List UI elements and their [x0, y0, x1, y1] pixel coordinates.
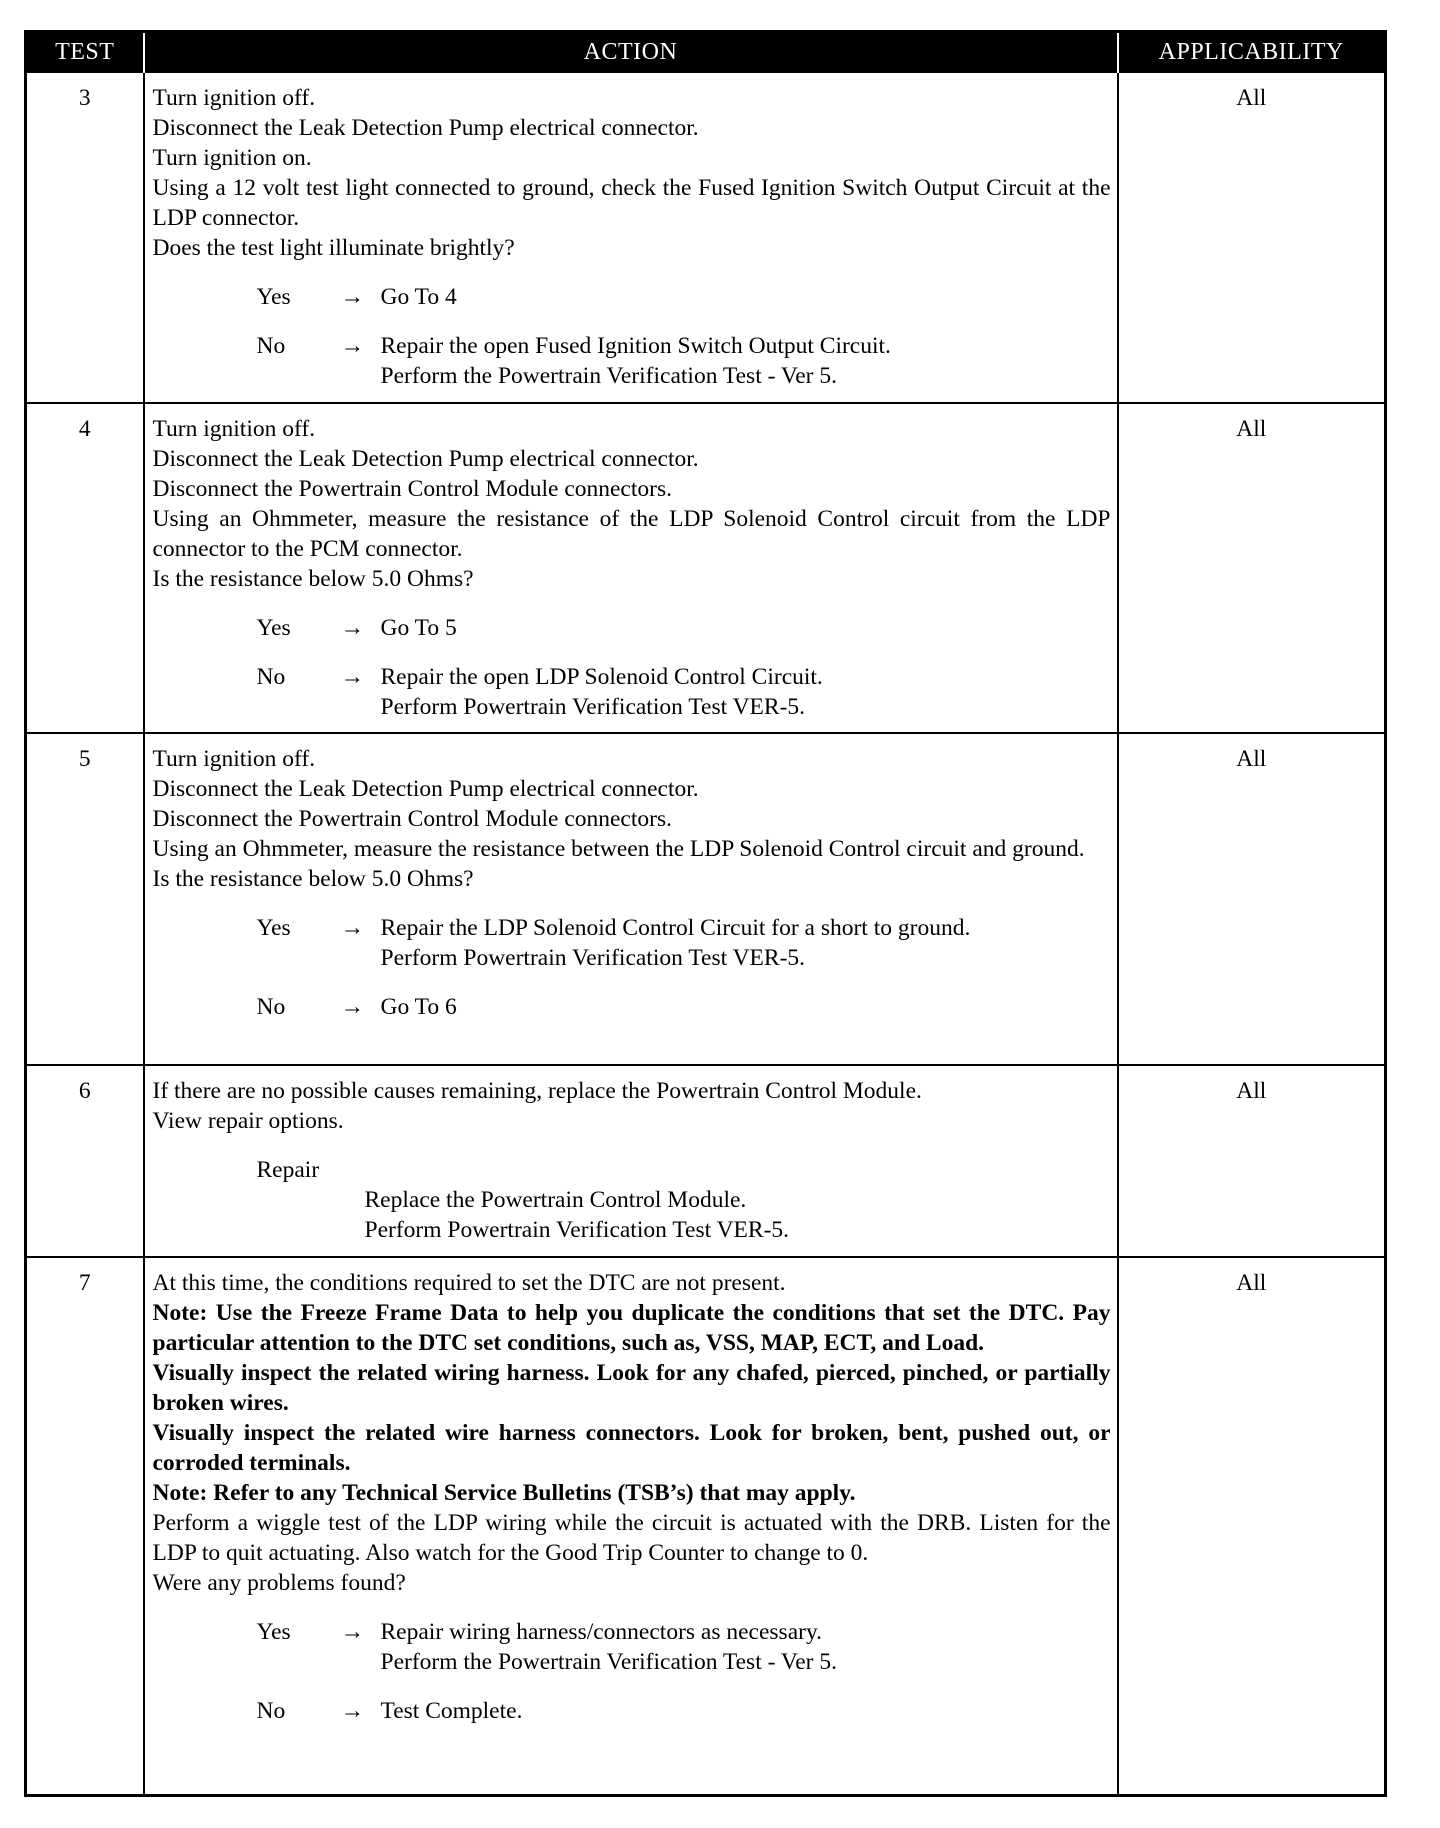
action-step: Turn ignition off.	[152, 85, 316, 111]
repair-result: Replace the Powertrain Control Module.	[364, 1187, 747, 1213]
note-step: Note: Use the Freeze Frame Data to help you duplicate the conditions that set the DTC. Pay particular attention to the DTC set conditions, such as, VSS, MAP, ECT, and Load.	[152, 1300, 1111, 1356]
no-label: No	[256, 994, 286, 1020]
repair-result: Perform Powertrain Verification Test VER-5.	[364, 1217, 790, 1243]
yes-label: Yes	[256, 1619, 291, 1645]
no-branch	[257, 662, 1111, 722]
action-step: Turn ignition off.	[152, 746, 316, 772]
action-step: Disconnect the Leak Detection Pump electrical connector.	[152, 776, 699, 802]
applicability-value: All	[1118, 1065, 1386, 1257]
column-header-test: TEST	[26, 32, 144, 73]
test-number: 5	[26, 733, 144, 1065]
column-header-applicability: APPLICABILITY	[1118, 32, 1386, 73]
action-step: Perform a wiggle test of the LDP wiring while the circuit is actuated with the DRB. Listen for the LDP to quit actuating. Also watch for the Good Trip Counter to change to 0.	[152, 1510, 1111, 1566]
yes-result: Repair wiring harness/connectors as necessary.	[380, 1619, 823, 1645]
yes-result: Perform Powertrain Verification Test VER-5.	[380, 945, 806, 971]
no-result: Perform Powertrain Verification Test VER-5.	[380, 694, 806, 720]
applicability-value: All	[1118, 403, 1386, 733]
repair-branch	[257, 1155, 1111, 1245]
action-cell	[144, 733, 1118, 1065]
table-row-test-7	[26, 1257, 1386, 1795]
arrow-right-icon: →	[340, 664, 364, 690]
inspect-step: Visually inspect the related wire harness connectors. Look for broken, bent, pushed out, or corroded terminals.	[152, 1420, 1111, 1476]
yes-label: Yes	[256, 284, 291, 310]
note-step: Note: Refer to any Technical Service Bulletins (TSB’s) that may apply.	[152, 1480, 856, 1506]
applicability-value: All	[1118, 1257, 1386, 1795]
arrow-right-icon: →	[340, 1698, 364, 1724]
no-result: Perform the Powertrain Verification Test - Ver 5.	[380, 363, 837, 389]
yes-result: Perform the Powertrain Verification Test - Ver 5.	[380, 1649, 837, 1675]
no-label: No	[256, 333, 286, 359]
yes-result: Go To 5	[380, 615, 457, 641]
arrow-right-icon: →	[340, 915, 364, 941]
yes-branch	[257, 613, 1111, 643]
action-step: If there are no possible causes remaining, replace the Powertrain Control Module.	[152, 1078, 922, 1104]
action-step: Using an Ohmmeter, measure the resistance between the LDP Solenoid Control circuit and ground.	[152, 836, 1085, 862]
table-row-test-3	[26, 72, 1386, 403]
yes-result: Go To 4	[380, 284, 457, 310]
action-cell	[144, 72, 1118, 403]
applicability-value: All	[1118, 72, 1386, 403]
arrow-right-icon: →	[340, 333, 364, 359]
yes-result: Repair the LDP Solenoid Control Circuit for a short to ground.	[380, 915, 971, 941]
test-number: 6	[26, 1065, 144, 1257]
arrow-right-icon: →	[340, 284, 364, 310]
no-label: No	[256, 664, 286, 690]
table-header-row	[26, 32, 1386, 73]
yes-label: Yes	[256, 915, 291, 941]
no-result: Repair the open Fused Ignition Switch Output Circuit.	[380, 333, 891, 359]
no-result: Go To 6	[380, 994, 457, 1020]
action-step: Disconnect the Leak Detection Pump electrical connector.	[152, 446, 699, 472]
diagnostic-table	[24, 30, 1387, 1797]
diagnostic-page	[24, 30, 1384, 1797]
action-step: Turn ignition off.	[152, 416, 316, 442]
action-step: At this time, the conditions required to set the DTC are not present.	[152, 1270, 786, 1296]
action-step: Is the resistance below 5.0 Ohms?	[152, 566, 474, 592]
arrow-right-icon: →	[340, 615, 364, 641]
action-step: Using an Ohmmeter, measure the resistance of the LDP Solenoid Control circuit from the LDP connector to the PCM connector.	[152, 506, 1111, 562]
arrow-right-icon: →	[340, 1619, 364, 1645]
test-number: 4	[26, 403, 144, 733]
inspect-step: Visually inspect the related wiring harness. Look for any chafed, pierced, pinched, or partially broken wires.	[152, 1360, 1111, 1416]
action-step: Were any problems found?	[152, 1570, 406, 1596]
action-step: Disconnect the Leak Detection Pump electrical connector.	[152, 115, 699, 141]
no-result: Test Complete.	[380, 1698, 523, 1724]
no-branch	[257, 1696, 1111, 1726]
table-row-test-6	[26, 1065, 1386, 1257]
action-step: Using a 12 volt test light connected to ground, check the Fused Ignition Switch Output Circuit at the LDP connector.	[152, 175, 1111, 231]
action-cell	[144, 1257, 1118, 1795]
yes-label: Yes	[256, 615, 291, 641]
table-row-test-4	[26, 403, 1386, 733]
no-branch	[257, 992, 1111, 1022]
no-result: Repair the open LDP Solenoid Control Circuit.	[380, 664, 823, 690]
action-cell	[144, 1065, 1118, 1257]
repair-label: Repair	[256, 1157, 320, 1183]
action-step: Does the test light illuminate brightly?	[152, 235, 515, 261]
no-label: No	[256, 1698, 286, 1724]
action-step: Is the resistance below 5.0 Ohms?	[152, 866, 474, 892]
column-header-action: ACTION	[144, 32, 1118, 73]
arrow-right-icon: →	[340, 994, 364, 1020]
yes-branch	[257, 913, 1111, 973]
action-step: Disconnect the Powertrain Control Module connectors.	[152, 476, 672, 502]
action-step: Turn ignition on.	[152, 145, 312, 171]
action-step: Disconnect the Powertrain Control Module connectors.	[152, 806, 672, 832]
yes-branch	[257, 282, 1111, 312]
action-cell	[144, 403, 1118, 733]
table-row-test-5	[26, 733, 1386, 1065]
yes-branch	[257, 1617, 1111, 1677]
action-step: View repair options.	[152, 1108, 344, 1134]
test-number: 3	[26, 72, 144, 403]
no-branch	[257, 331, 1111, 391]
test-number: 7	[26, 1257, 144, 1795]
applicability-value: All	[1118, 733, 1386, 1065]
